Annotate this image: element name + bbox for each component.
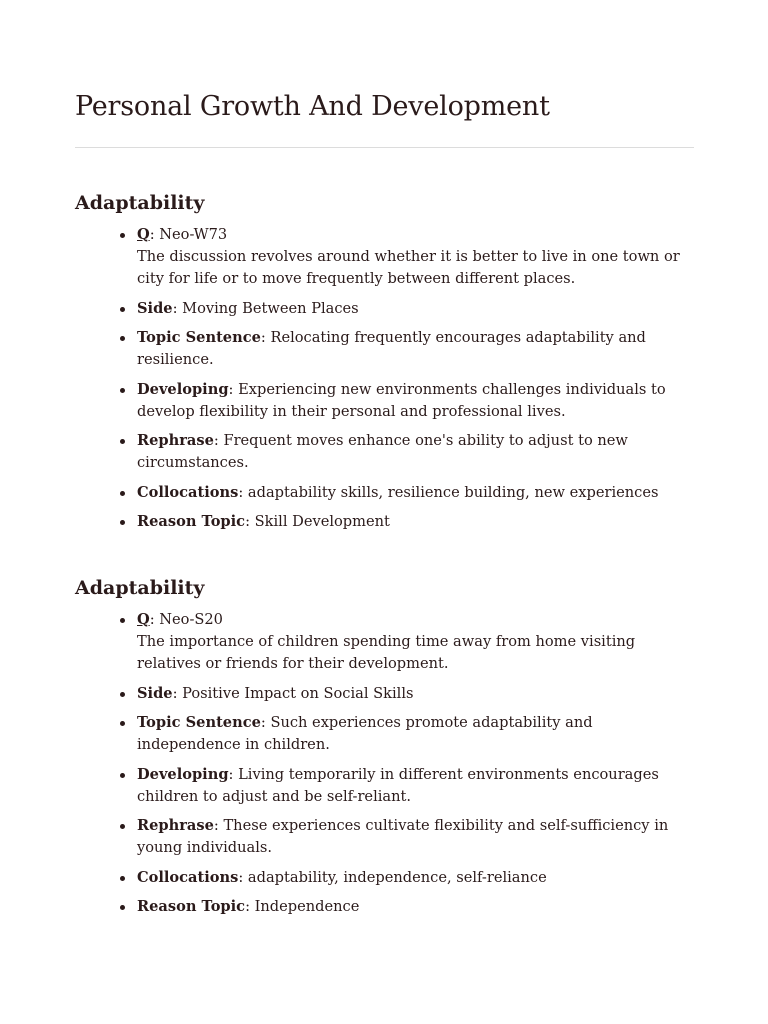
side-value: Moving Between Places bbox=[182, 299, 359, 317]
rephrase-label: Rephrase bbox=[137, 432, 214, 449]
rephrase-value: Frequent moves enhance one's ability to adjust to new circumstances. bbox=[137, 432, 628, 471]
question-code: Neo-W73 bbox=[159, 226, 228, 243]
topic-sentence-label: Topic Sentence bbox=[137, 714, 261, 731]
list-item-rephrase: Rephrase: These experiences cultivate flexibility and self-sufficiency in young individuals. bbox=[137, 815, 694, 859]
reason-topic-value: Skill Development bbox=[254, 513, 390, 530]
section-adaptability-1 bbox=[75, 190, 694, 533]
section-heading: Adaptability bbox=[75, 577, 205, 599]
topic-sentence-value: Such experiences promote adaptability and independence in children. bbox=[137, 714, 593, 753]
question-description: The importance of children spending time away from home visiting relatives or friends for their development. bbox=[137, 633, 636, 672]
collocations-label: Collocations bbox=[137, 868, 239, 886]
list-item-question: Q: Neo-S20 The importance of children spending time away from home visiting relatives or friends for their development. bbox=[137, 609, 694, 675]
developing-value: Living temporarily in different environments encourages children to adjust and be self-reliant. bbox=[137, 765, 659, 805]
question-label[interactable]: Q bbox=[137, 226, 150, 243]
collocations-value: adaptability skills, resilience building, new experiences bbox=[247, 483, 659, 501]
rephrase-value: These experiences cultivate flexibility and self-sufficiency in young individuals. bbox=[137, 817, 669, 856]
page-title: Personal Growth And Development bbox=[75, 91, 550, 122]
section-adaptability-2 bbox=[75, 575, 694, 918]
topic-sentence-value: Relocating frequently encourages adaptability and resilience. bbox=[137, 329, 646, 368]
developing-label: Developing bbox=[137, 380, 229, 398]
question-code: Neo-S20 bbox=[159, 611, 223, 628]
document-page bbox=[75, 0, 694, 926]
list-item-side: Side: Positive Impact on Social Skills bbox=[137, 683, 694, 705]
side-label: Side bbox=[137, 684, 173, 702]
list-item-reason-topic: Reason Topic: Skill Development bbox=[137, 511, 694, 533]
list-item-side: Side: Moving Between Places bbox=[137, 298, 694, 320]
side-label: Side bbox=[137, 299, 173, 317]
rephrase-label: Rephrase bbox=[137, 817, 214, 834]
section-heading: Adaptability bbox=[75, 192, 205, 214]
list-item-collocations: Collocations: adaptability, independence, self-reliance bbox=[137, 867, 694, 889]
section-item-list bbox=[75, 224, 694, 533]
question-label[interactable]: Q bbox=[137, 611, 150, 628]
list-item-topic-sentence: Topic Sentence: Relocating frequently encourages adaptability and resilience. bbox=[137, 327, 694, 371]
developing-value: Experiencing new environments challenges individuals to develop flexibility in their personal and professional lives. bbox=[137, 380, 666, 420]
question-description: The discussion revolves around whether it is better to live in one town or city for life or to move frequently between different places. bbox=[137, 248, 680, 287]
reason-topic-label: Reason Topic bbox=[137, 898, 246, 915]
reason-topic-value: Independence bbox=[254, 898, 360, 915]
list-item-collocations: Collocations: adaptability skills, resilience building, new experiences bbox=[137, 482, 694, 504]
developing-label: Developing bbox=[137, 765, 229, 783]
list-item-developing: Developing: Experiencing new environments challenges individuals to develop flexibility in their personal and professional lives. bbox=[137, 379, 694, 423]
section-item-list bbox=[75, 609, 694, 918]
list-item-question: Q: Neo-W73 The discussion revolves around whether it is better to live in one town or city for life or to move frequently between different places. bbox=[137, 224, 694, 290]
topic-sentence-label: Topic Sentence bbox=[137, 329, 261, 346]
list-item-rephrase: Rephrase: Frequent moves enhance one's ability to adjust to new circumstances. bbox=[137, 430, 694, 474]
collocations-label: Collocations bbox=[137, 483, 239, 501]
side-value: Positive Impact on Social Skills bbox=[182, 684, 414, 702]
list-item-reason-topic: Reason Topic: Independence bbox=[137, 896, 694, 918]
reason-topic-label: Reason Topic bbox=[137, 513, 246, 530]
title-divider bbox=[75, 147, 694, 148]
collocations-value: adaptability, independence, self-reliance bbox=[247, 868, 547, 886]
list-item-developing: Developing: Living temporarily in different environments encourages children to adjust and be self-reliant. bbox=[137, 764, 694, 808]
list-item-topic-sentence: Topic Sentence: Such experiences promote adaptability and independence in children. bbox=[137, 712, 694, 756]
